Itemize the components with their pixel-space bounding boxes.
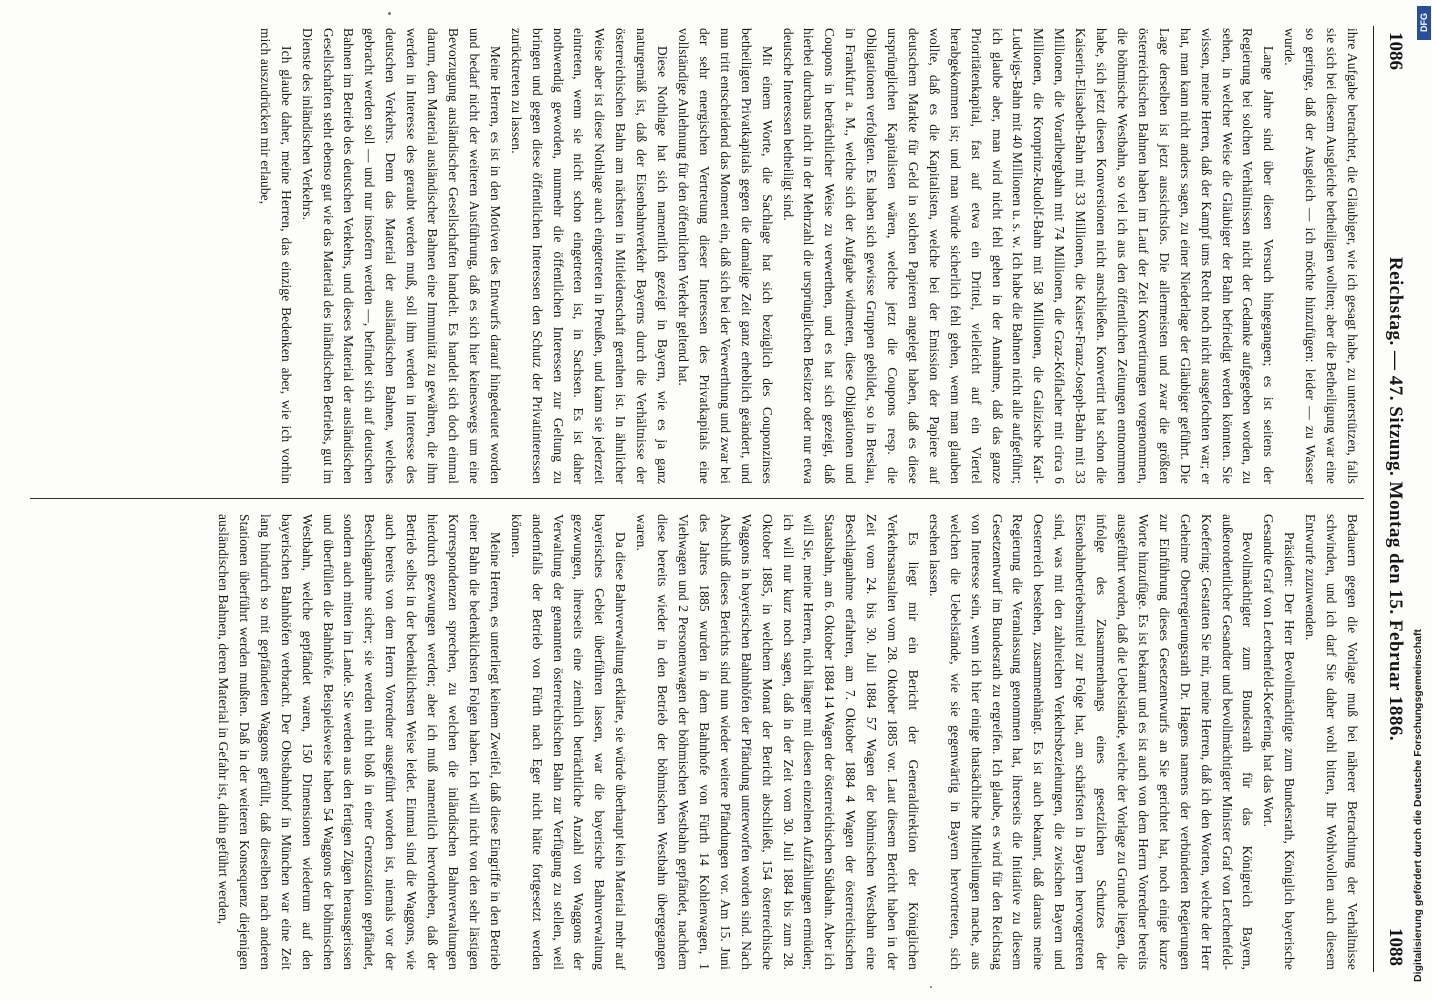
paragraph: Da diese Bahnverwaltung erklärte, sie würde überhaupt kein Material mehr auf bayerisches Gebiet überführen lassen, war die bayerische Bahnverwaltung gezwungen, ihrerseits eine ziemlich beträchtliche Anzahl von Waggons der Verwaltung der genannten österreichischen Bahn zur Verfügung zu stellen, weil andernfalls der Betrieb von Fürth nach Eger nicht hätte fortgesetzt werden können. (508, 514, 629, 970)
paragraph: Präsident: Der Herr Bevollmächtigte zum Bundesrath, Königlich bayerische Gesandte Graf von Lerchenfeld-Koefering, hat das Wort. (1261, 514, 1298, 970)
left-text-column (32, 28, 1362, 484)
digitization-notice: Digitalisierung gefördert durch die Deutsche Forschungsgemeinschaft (1412, 629, 1424, 982)
paragraph: Lange Jahre sind über diesen Versuch hingegangen; es ist seitens der Regierung bei solchen Verhältnissen nicht der Gedanke aufgegeben worden, zu sehen, in welcher Weise die Gläubiger der Bahn befriedigt werden könnten. Sie wissen, meine Herren, daß der Kampf ums Recht noch nicht ausgefochten war; er hat, man kann nicht anders sagen, zu einer Niederlage der Gläubiger geführt. Die Lage derselben ist jetzt aussichtslos. Die allermeisten und zwar die größten österreichischen Bahnen haben im Lauf der Zeit Konvertirungen vorgenommen, die böhmische Westbahn, so viel ich aus den öffentlichen Zeitungen entnommen habe, sich jetzt diesen Konversionen nicht anschließen. Konvertirt hat schon die Kaiserin-Elisabeth-Bahn mit 33 Millionen, die Kaiser-Franz-Joseph-Bahn mit 33 Millionen, die Vorarlbergbahn mit 74 Millionen, die Graz-Köflacher mit circa 6 Millionen, die Kronprinz-Rudolf-Bahn mit 58 Millionen, die Galizische Karl-Ludwigs-Bahn mit 40 Millionen u. s. w. Ich habe die Bahnen nicht alle aufgeführt; ich glaube aber, man wird nicht fehl gehen in der Annahme, daß das ganze Prioritätenkapital, fast auf etwa ein Drittel, vielleicht auf ein Viertel herabgekommen ist; und man würde sicherlich fehl gehen, wenn man glauben wollte, daß es die Kapitalisten, welche bei der Emission der Papiere auf deutschem Markte für Geld in solchen Papieren angelegt haben, daß es diese ursprünglichen Kapitalisten wären, welche jetzt die Coupons resp. die Obligationen verfolgten. Es haben sich gewisse Gruppen gebildet, so in Breslau, in Frankfurt a. M., welche sich der Aufgabe widmeten, diese Obligationen und Coupons in beträchtlicher Weise zu verwerthen, und es hat sich gezeigt, daß hierbei durchaus nicht in der Mehrzahl die ursprünglichen Besitzer oder nur etwa deutsche Interessen betheiligt sind. (780, 28, 1277, 484)
running-header (1378, 4, 1408, 994)
paragraph: ihre Aufgabe betrachtet, die Gläubiger, wie ich gesagt habe, zu unterstützen, falls sie sich bei diesem Ausgleiche betheiligen wollten; aber die Betheiligung war eine so geringe, daß der Ausgleich — ich möchte hinzufügen: leider — zu Wasser wurde. (1282, 28, 1360, 484)
paragraph: Es liegt mir ein Bericht der Generaldirektion der Königlichen Verkehrsanstalten vom 28. Oktober 1885 vor. Laut diesem Bericht haben in der Zeit vom 24. bis 30. Juli 1884 57 Wagen der böhmischen Westbahn eine Beschlagnahme erfahren, am 7. Oktober 1884 4 Wagen der österreichischen Staatsbahn, am 6. Oktober 1884 14 Wagen der österreichischen Südbahn. Aber ich will Sie, meine Herren, nicht länger mit diesen einzelnen Aufzählungen ermüden; ich will nur kurz noch sagen, daß in der Zeit vom 30. Juli 1884 bis zum 28. Oktober 1885, in welchem Monat der Bericht abschließt, 154 österreichische Waggons in bayerischen Bahnhöfen der Pfändung unterworfen worden sind. Nach Abschluß dieses Berichts sind nun wieder weitere Pfändungen vor. Am 15. Juni des Jahres 1885 wurden in dem Bahnhofe von Fürth 14 Kohlenwagen, 1 Viehwagen und 2 Personenwagen der böhmischen Westbahn gepfändet, nachdem diese bereits wieder in den Betrieb der böhmischen Westbahn übergegangen waren. (634, 514, 921, 970)
paragraph: Bevollmächtigter zum Bundesrath für das Königreich Bayern, außerordentlicher Gesandter und bevollmächtigter Minister Graf von Lerchenfeld-Koefering: Gestatten Sie mir, meine Herren, daß ich den Worten, welche der Herr Geheime Oberregierungsrath Dr. Hagens namens der verbündeten Regierungen zur Einführung dieses Gesetzentwurfs an Sie gerichtet hat, noch einige kurze Worte hinzufüge. Es ist bekannt und es ist auch von dem Herrn Vorredner bereits ausgeführt worden, daß die Uebelstände, welche der Vorlage zu Grunde liegen, die infolge des Zusammenhangs eines gesetzlichen Schutzes der Eisenbahnbetriebsmittel zur Folge hat, am schärfsten in Bayern hervorgetreten sind, was mit den zahlreichen Verkehrsbeziehungen, die zwischen Bayern und Oesterreich bestehen, zusammenhängt. Es ist auch bekannt, daß daraus meine Regierung die Veranlassung genommen hat, ihrerseits die Initiative zu diesem Gesetzentwurf im Bundesrath zu ergreifen. Ich glaube, es wird für den Reichstag von Interesse sein, wenn ich hier einige thatsächliche Mittheilungen mache, aus welchen die Uebelstände, wie sie gegenwärtig in Bayern hervortreten, sich ersehen lassen. (926, 514, 1256, 970)
scan-speck (930, 986, 932, 988)
running-title: Reichstag. — 47. Sitzung. Montag den 15. Februar 1886. (1385, 256, 1406, 742)
rotated-document-page (4, 4, 1416, 994)
paragraph: Diese Nothlage hat sich namentlich gezeigt in Bayern, wie es ja ganz naturgemäß ist, daß der Eisenbahnverkehr Bayerns durch die Verhältnisse der österreichischen Bahn am nächsten in Mitleidenschaft gerathen ist. In ähnlicher Weise aber ist diese Nothlage auch eingetreten in Preußen, und kann sie jederzeit eintreten, wenn sie nicht schon eingetreten ist, in Sachsen. Es ist daher nothwendig geworden, nunmehr die öffentlichen Interessen zur Geltung zu bringen und gegen diese öffentlichen Interessen den Schutz der Privatinteressen zurücktreten zu lassen. (508, 28, 671, 484)
column-divider (30, 498, 1364, 499)
paragraph: Meine Herren, es ist in den Motiven des Entwurfs darauf hingedeutet worden und bedarf nicht der weiteren Ausführung, daß es sich hier keineswegs um eine Bevorzugung ausländischer Gesellschaften handelt. Es handelt sich doch einmal darum, dem Material ausländischer Bahnen eine Immunität zu gewähren, die ihm werden in Interesse des geraubt werden muß, soll ihm werden in Interesse des deutschen Verkehrs. Denn das Material der ausländischen Bahnen, welches gebracht werden soll — und nur insofern werden —, befindet sich auf deutschen Bahnen im Betrieb des deutschen Verkehrs, und dieses Material der ausländischen Gesellschaften steht ebenso gut wie das Material des inländischen Betriebs, gut im Dienste des inländischen Verkehrs. (299, 28, 503, 484)
paragraph: Bedauern gegen die Vorlage muß bei näherer Betrachtung der Verhältnisse schwinden, und ich darf Sie daher wohl bitten, Ihr Wohlwollen auch diesem Entwurfe zuzuwenden. (1303, 514, 1360, 970)
page-number-left: 1086 (1385, 32, 1406, 70)
scan-speck (388, 12, 391, 15)
paragraph: Meine Herren, es unterliegt keinem Zweifel, daß diese Eingriffe in den Betrieb einer Bahn die bedenklichsten Folgen haben. Ich will nicht von den sehr lästigen Korrespondenzen sprechen, zu welchen die inländischen Bahnverwaltungen hierdurch gezwungen werden; aber ich muß namentlich hervorheben, daß der Betrieb selbst in der bedenklichsten Weise leidet. Einmal sind die Waggons, wie auch bereits von dem Herrn Vorredner ausgeführt worden ist, niemals vor der Beschlagnahme sicher; sie werden nicht bloß in einer Grenzstation gepfändet, sondern auch mitten im Lande. Sie werden aus den fertigen Zügen herausgerissen und überfüllen die Bahnhöfe. Beispielsweise haben 54 Waggons der böhmischen Westbahn, welche gepfändet waren, 150 Dimensionen wiederum auf den bayerischen Bahnhöfen verbracht. Der Obstbahnhof in München war eine Zeit lang hindurch so mit gepfändeten Waggons gefüllt, daß dieselben nach anderen Stationen überführt werden mußten. Daß in der weiteren Konsequenz diejenigen ausländischen Bahnen, deren Material in Gefahr ist, dahin geführt werden, (216, 514, 503, 970)
paragraph: Ich glaube daher, meine Herren, das einzige Bedenken aber, wie ich vorhin mich auszudrücken mir erlaube, (257, 28, 294, 484)
dfg-logo: DFG (1417, 6, 1431, 40)
paragraph: Mit einem Worte, die Sachlage hat sich bezüglich des Couponzinses betheiligten Privatkapitals gegen die damalige Zeit ganz erheblich geändert, und nun tritt entscheidend das Moment ein, daß sich bei der Verwerthung und zwar bei der sehr energischen Vertretung dieser Interessen des Privatkapitals eine vollständige Anlehnung für den öffentlichen Verkehr geltend hat. (676, 28, 775, 484)
page-number-right: 1088 (1385, 928, 1406, 966)
right-text-column (32, 514, 1362, 970)
header-rule (1373, 26, 1374, 972)
